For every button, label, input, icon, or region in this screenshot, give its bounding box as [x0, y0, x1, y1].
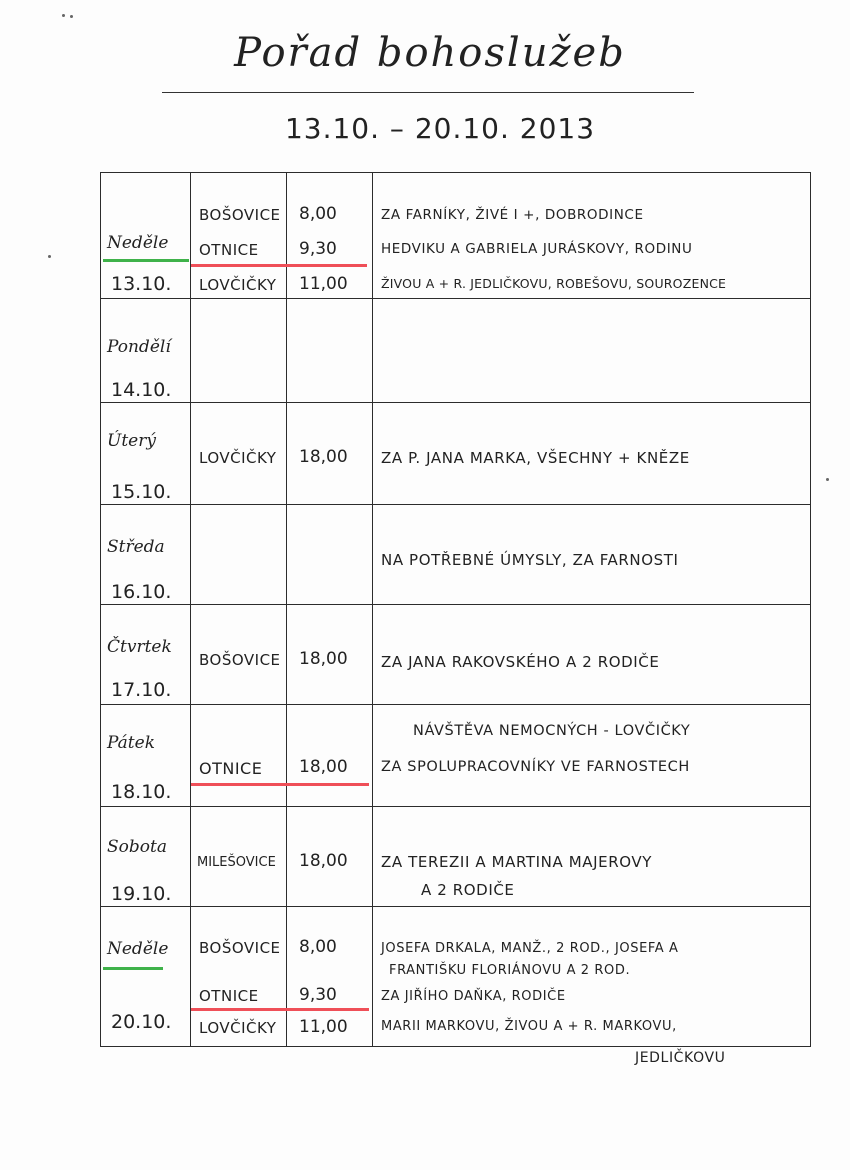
date-range: 13.10. – 20.10. 2013	[284, 112, 596, 145]
red-underline	[287, 1008, 369, 1011]
ink-speck	[826, 478, 829, 481]
intention-text: NA POTŘEBNÉ ÚMYSLY, ZA FARNOSTI	[381, 551, 679, 569]
page-title: Pořad bohoslužeb	[234, 30, 626, 76]
place-name: BOŠOVICE	[199, 939, 281, 957]
intention-text: ZA JIŘÍHO DAŇKA, RODIČE	[381, 989, 566, 1004]
red-underline	[191, 1008, 287, 1011]
intention-cell	[373, 907, 811, 1047]
day-cell	[101, 403, 191, 505]
day-cell	[101, 907, 191, 1047]
ink-speck	[48, 255, 51, 258]
time-cell	[287, 173, 373, 299]
mass-time: 11,00	[299, 274, 348, 294]
time-cell	[287, 907, 373, 1047]
schedule-table	[100, 172, 811, 1047]
intention-text: ZA P. JANA MARKA, VŠECHNY + KNĚZE	[381, 449, 690, 467]
day-name: Pátek	[107, 733, 156, 753]
time-cell	[287, 605, 373, 705]
red-underline	[287, 783, 369, 786]
place-name: LOVČIČKY	[199, 276, 277, 294]
mass-time: 8,00	[299, 204, 337, 224]
place-cell	[191, 605, 287, 705]
intention-text: NÁVŠTĚVA NEMOCNÝCH - LOVČIČKY	[413, 723, 691, 739]
ink-speck	[70, 15, 73, 18]
day-cell	[101, 173, 191, 299]
title-underline	[162, 92, 694, 93]
intention-cell	[373, 807, 811, 907]
mass-time: 9,30	[299, 985, 337, 1005]
intention-cell	[373, 505, 811, 605]
day-name: Sobota	[107, 837, 167, 857]
table-row	[101, 907, 811, 1047]
table-row	[101, 605, 811, 705]
intention-text: ZA SPOLUPRACOVNÍKY VE FARNOSTECH	[381, 759, 690, 775]
table-row	[101, 299, 811, 403]
place-cell	[191, 807, 287, 907]
intention-text: JOSEFA DRKALA, MANŽ., 2 ROD., JOSEFA A	[381, 941, 679, 956]
time-cell	[287, 807, 373, 907]
intention-cell	[373, 705, 811, 807]
time-cell	[287, 299, 373, 403]
green-underline	[103, 259, 189, 262]
mass-time: 18,00	[299, 757, 348, 777]
day-cell	[101, 505, 191, 605]
time-cell	[287, 505, 373, 605]
place-name: BOŠOVICE	[199, 651, 281, 669]
day-date: 17.10.	[111, 679, 172, 701]
day-date: 18.10.	[111, 781, 172, 803]
day-name: Pondělí	[107, 337, 171, 357]
mass-time: 8,00	[299, 937, 337, 957]
place-name: LOVČIČKY	[199, 449, 277, 467]
day-date: 16.10.	[111, 581, 172, 603]
red-underline	[191, 264, 287, 267]
day-name: Neděle	[107, 939, 169, 959]
day-name: Středa	[107, 537, 165, 557]
day-name: Úterý	[107, 431, 156, 451]
place-name: BOŠOVICE	[199, 206, 281, 224]
table-row	[101, 173, 811, 299]
intention-text: ŽIVOU A + R. JEDLIČKOVU, ROBEŠOVU, SOUROZENCE	[381, 276, 727, 291]
day-cell	[101, 299, 191, 403]
intention-text: MARII MARKOVU, ŽIVOU A + R. MARKOVU,	[381, 1019, 677, 1034]
intention-text: A 2 RODIČE	[421, 881, 515, 899]
intention-text: FRANTIŠKU FLORIÁNOVU A 2 ROD.	[389, 963, 631, 978]
table-row	[101, 807, 811, 907]
place-name: LOVČIČKY	[199, 1019, 277, 1037]
mass-time: 18,00	[299, 447, 348, 467]
continuation-text: JEDLIČKOVU	[635, 1050, 726, 1066]
intention-text: ZA TEREZII A MARTINA MAJEROVY	[381, 853, 653, 871]
intention-text: HEDVIKU A GABRIELA JURÁSKOVY, RODINU	[381, 241, 693, 257]
intention-text: ZA FARNÍKY, ŽIVÉ I +, DOBRODINCE	[381, 207, 644, 223]
time-cell	[287, 705, 373, 807]
green-underline	[103, 967, 163, 970]
intention-cell	[373, 403, 811, 505]
place-cell	[191, 705, 287, 807]
mass-time: 11,00	[299, 1017, 348, 1037]
table-row	[101, 505, 811, 605]
place-cell	[191, 299, 287, 403]
place-cell	[191, 505, 287, 605]
place-cell	[191, 907, 287, 1047]
day-date: 15.10.	[111, 481, 172, 503]
ink-speck	[62, 14, 65, 17]
intention-text: ZA JANA RAKOVSKÉHO A 2 RODIČE	[381, 653, 660, 671]
place-name: OTNICE	[199, 241, 259, 259]
day-name: Neděle	[107, 233, 169, 253]
mass-time: 18,00	[299, 649, 348, 669]
place-name: OTNICE	[199, 987, 259, 1005]
table-row	[101, 403, 811, 505]
place-name: MILEŠOVICE	[197, 855, 276, 870]
time-cell	[287, 403, 373, 505]
day-cell	[101, 807, 191, 907]
day-date: 19.10.	[111, 883, 172, 905]
red-underline	[287, 264, 367, 267]
mass-time: 18,00	[299, 851, 348, 871]
day-date: 20.10.	[111, 1011, 172, 1033]
day-cell	[101, 605, 191, 705]
day-date: 13.10.	[111, 273, 172, 295]
place-cell	[191, 173, 287, 299]
day-name: Čtvrtek	[107, 637, 172, 657]
red-underline	[191, 783, 287, 786]
place-cell	[191, 403, 287, 505]
table-row	[101, 705, 811, 807]
intention-cell	[373, 605, 811, 705]
intention-cell	[373, 299, 811, 403]
intention-cell	[373, 173, 811, 299]
day-cell	[101, 705, 191, 807]
day-date: 14.10.	[111, 379, 172, 401]
place-name: OTNICE	[199, 759, 263, 778]
mass-time: 9,30	[299, 239, 337, 259]
